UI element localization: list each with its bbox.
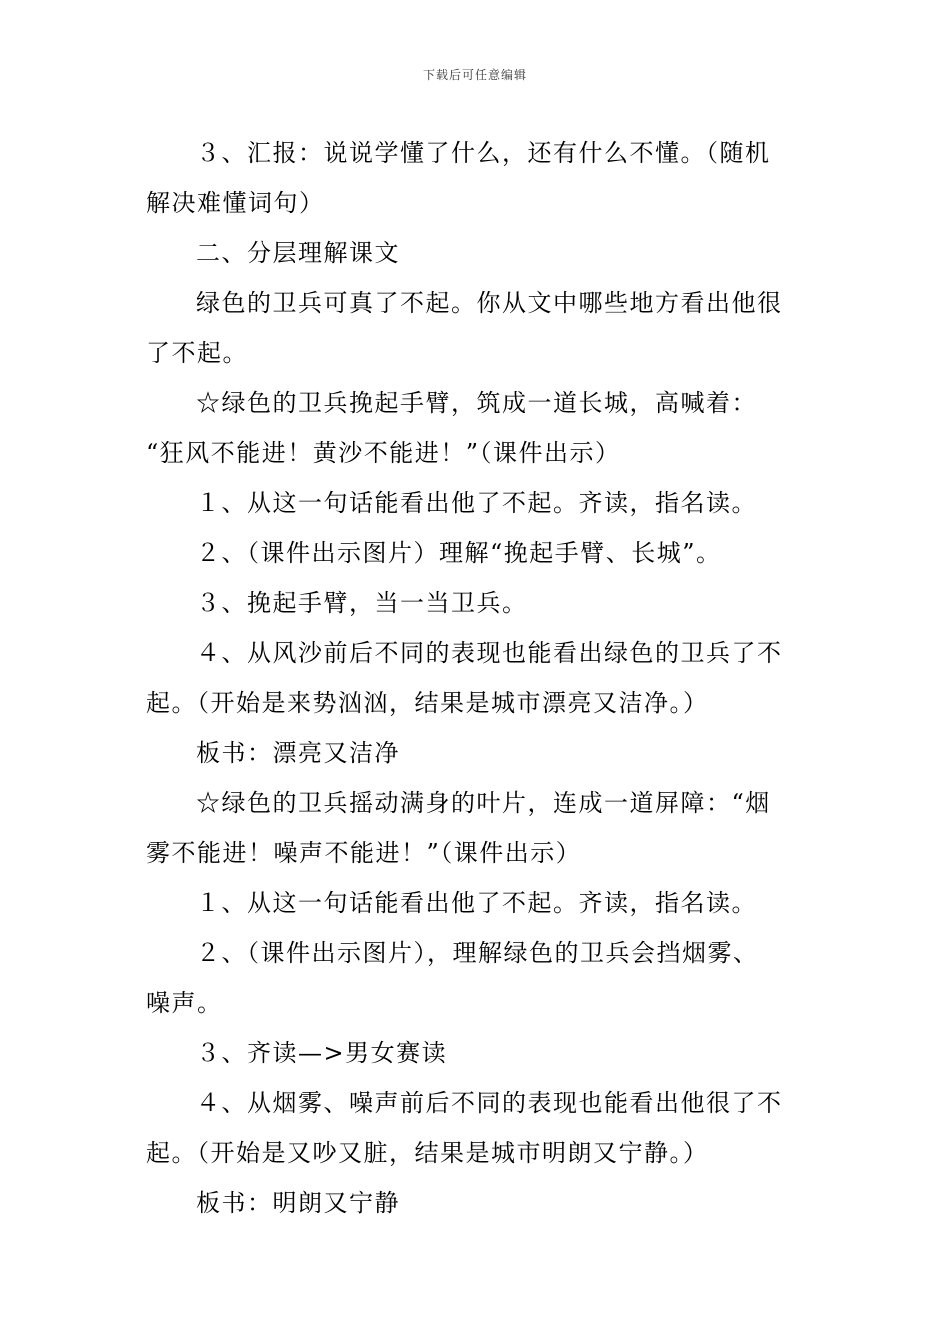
- text-line: ３、挽起手臂，当一当卫兵。: [196, 589, 528, 617]
- text-line: 雾不能进！噪声不能进！”（课件出示）: [146, 839, 582, 867]
- blackboard-note: 板书：漂亮又洁净: [196, 739, 400, 767]
- page-header: 下载后可任意编辑: [422, 68, 527, 82]
- text-line: ３、齐读—>男女赛读: [196, 1039, 448, 1067]
- text-line: ４、从烟雾、噪声前后不同的表现也能看出他很了不: [196, 1089, 783, 1117]
- section-heading: 二、分层理解课文: [196, 239, 400, 267]
- text-line: ３、汇报：说说学懂了什么，还有什么不懂。（随机: [196, 139, 771, 167]
- blackboard-note: 板书：明朗又宁静: [196, 1189, 400, 1217]
- text-line: ４、从风沙前后不同的表现也能看出绿色的卫兵了不: [196, 639, 783, 667]
- text-line: 了不起。: [146, 339, 248, 367]
- text-line: 起。（开始是又吵又脏，结果是城市明朗又宁静。）: [146, 1139, 709, 1167]
- text-line: １、从这一句话能看出他了不起。齐读，指名读。: [196, 489, 757, 517]
- text-line: 解决难懂词句）: [146, 189, 325, 217]
- text-line: １、从这一句话能看出他了不起。齐读，指名读。: [196, 889, 757, 917]
- document-body: [146, 128, 806, 1228]
- text-line: “狂风不能进！黄沙不能进！”（课件出示）: [146, 439, 621, 467]
- text-line: 起。（开始是来势汹汹，结果是城市漂亮又洁净。）: [146, 689, 709, 717]
- text-line: 绿色的卫兵可真了不起。你从文中哪些地方看出他很: [196, 289, 783, 317]
- text-line: ☆绿色的卫兵挽起手臂，筑成一道长城，高喊着：: [196, 389, 757, 417]
- text-line: ☆绿色的卫兵摇动满身的叶片，连成一道屏障：“烟: [196, 789, 771, 817]
- text-line: 噪声。: [146, 989, 223, 1017]
- text-line: ２、（课件出示图片）理解“挽起手臂、长城”。: [196, 539, 722, 567]
- text-line: ２、（课件出示图片），理解绿色的卫兵会挡烟雾、: [196, 939, 759, 967]
